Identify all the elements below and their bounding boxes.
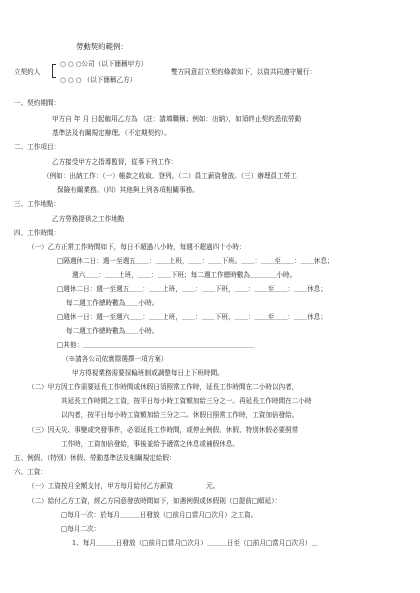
section-1-text-1: 甲方自 年 月 日起僱用乙方為 （註：請填職稱；例如：出納），如須終止契約悉依勞動 [52, 115, 302, 123]
party-bracket [52, 64, 56, 78]
option-one-day-weekend: □週休一日：週一至週六＿＿：＿＿上班，＿＿：＿＿下班，＿＿：＿＿至＿＿：＿＿休息； [57, 313, 327, 321]
agreement-line: 雙方同意訂立契約條款如下，以資共同遵守履行： [171, 68, 317, 76]
wage-option-monthly: □每月一次：於每月＿＿＿日發放（□前月□當月□次月）之工資。 [61, 511, 258, 519]
shift-note: 甲方得視業務需要採輪班制或調整每日上下班時間。 [72, 369, 224, 377]
section-2-text-1: 乙方接受甲方之指導監督，從事下列工作： [52, 158, 178, 166]
party-a-line: ○ ○ ○公司（以下簡稱甲方） [60, 60, 148, 68]
section-2-text-3: 保險有關業務。（四）其他與上列各項相關事務。 [57, 186, 199, 194]
work-hours-rule: （一）乙方正常工作時間如下，每日不超過八小時，每週不超過四十小時： [28, 243, 246, 251]
section-3-text: 乙方勞務提供之工作地點 [52, 215, 125, 223]
wage-option-twice: □每月二次： [61, 525, 101, 533]
option-one-day-weekend-2: 每二週工作總時數為＿＿小時。 [66, 327, 159, 335]
option-other: □其他：＿＿＿＿＿＿＿＿＿＿＿＿＿＿＿＿＿＿＿＿＿＿＿＿＿＿ [57, 341, 255, 349]
section-6-heading: 六、工資： [14, 468, 47, 476]
overtime-rule-3: 以內者，按平日每小時工資額加給三分之二。休假日照常工作時，工資加倍發給。 [61, 411, 299, 419]
option-two-day-weekend-2: 每二週工作總時數為＿＿小時。 [66, 299, 159, 307]
selection-note: （※請各公司依實際選擇一項方案） [62, 355, 168, 363]
wage-option-twice-1: 1、每月＿＿＿日發放（□前月□當月□次月）＿＿＿日至（□前月□當月□次月）＿ [72, 539, 318, 547]
section-2-text-2: （例如：出納工作：（一）帳款之收取、登列。（二）員工薪資發放。（三）辦理員工勞工 [43, 172, 297, 180]
section-1-text-2: 基準法及有關規定辦理。（不定期契約）。 [52, 129, 171, 137]
section-5-heading: 五、例假、（特別）休假、勞動基準法及相關規定給假： [14, 454, 176, 462]
section-2-heading: 二、工作項目： [14, 143, 61, 151]
section-4-heading: 四、工作時間： [14, 229, 61, 237]
parties-lead: 立契約人 [14, 68, 41, 76]
option-alternate-week-2: 週六＿＿：＿＿上班，＿＿：＿＿下班；每二週工作總時數為＿＿＿＿小時。 [72, 271, 297, 279]
option-alternate-week: □隔週休二日：週一至週五＿＿：＿＿上班，＿＿：＿＿下班。＿＿：＿＿至＿＿：＿＿休息； [57, 257, 334, 265]
section-3-heading: 三、工作地點： [14, 200, 61, 208]
wage-rule-2: （二）給付乙方工資，經乙方同意發放時間如下，如遇例假或休假則（□提前□順延）： [28, 497, 282, 505]
overtime-rule-1: （二）甲方因工作需要延長工作時間或休假日須照常工作時，延長工作時間在二小時以內者， [28, 383, 299, 391]
emergency-rule-2: 工作時，工資加倍發給，事後並給予適當之休息或補假休息。 [61, 440, 240, 448]
emergency-rule-1: （三）因天災、事變或突發事件，必須延長工作時間，或停止例假、休假、特別休假必要照常 [28, 426, 299, 434]
section-1-heading: 一、契約期間： [14, 99, 61, 107]
document-title: 勞動契約範例： [76, 42, 128, 51]
overtime-rule-2: 其延長工作時間之工資，按平日每小時工資額加給三分之一。再延長工作時間在二小時 [61, 397, 312, 405]
wage-rule-1: （一）工資按月全額支付，甲方每月給付乙方薪資 元。 [28, 482, 220, 490]
option-two-day-weekend: □週休二日：週一至週五＿＿：＿＿上班，＿＿：＿＿下班，＿＿：＿＿至＿＿：＿＿休息； [57, 285, 327, 293]
party-b-line: ○ ○ ○ （以下簡稱乙方） [60, 76, 137, 84]
